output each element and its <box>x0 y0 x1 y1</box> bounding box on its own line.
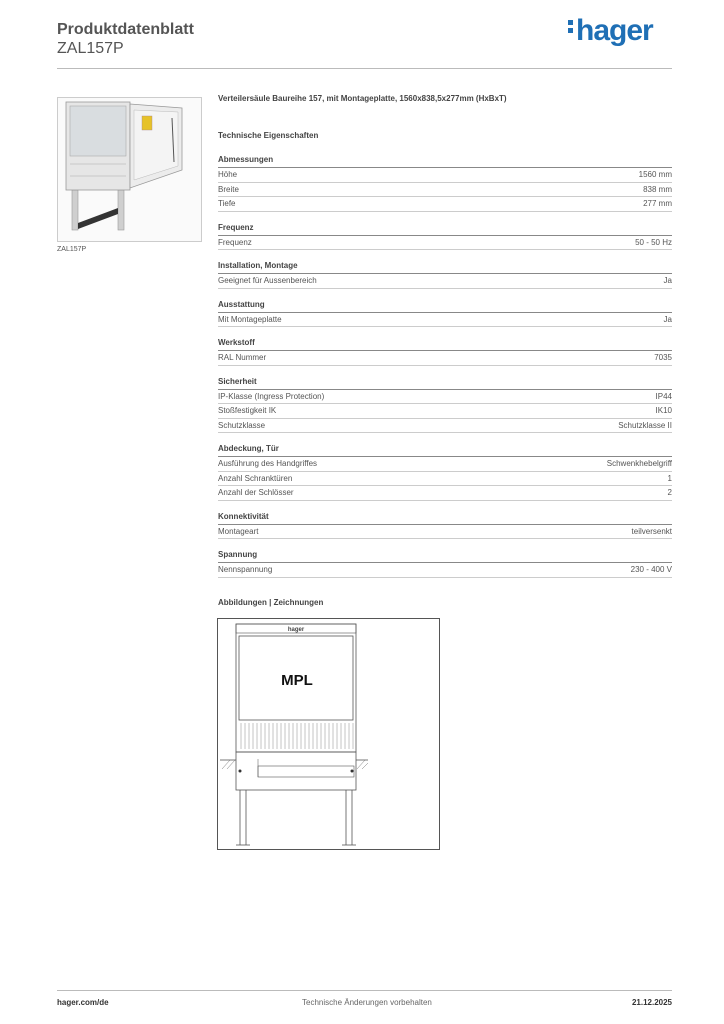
spec-label: RAL Nummer <box>218 353 267 362</box>
drawing-logo-text: hager <box>287 627 305 633</box>
spec-value: teilversenkt <box>631 526 672 536</box>
spec-label: Breite <box>218 184 239 194</box>
spec-group-title: Sicherheit <box>218 377 672 390</box>
spec-row <box>218 236 672 251</box>
spec-label: Höhe <box>218 170 238 179</box>
spec-value: Schwenkhebelgriff <box>606 459 672 468</box>
product-code: ZAL157P <box>57 40 124 57</box>
logo-dots-icon <box>568 17 574 36</box>
spec-group-title: Frequenz <box>218 223 672 236</box>
spec-column <box>218 94 672 607</box>
spec-value: IK10 <box>655 406 672 415</box>
cabinet-photo-icon <box>58 98 201 241</box>
product-description: Verteilersäule Baureihe 157, mit Montageplatte, 1560x838,5x277mm (HxBxT) <box>218 94 507 103</box>
spec-group <box>218 377 672 434</box>
footer-website[interactable]: hager.com/de <box>57 998 109 1007</box>
spec-row <box>218 351 672 366</box>
spec-label: IP-Klasse (Ingress Protection) <box>218 391 325 401</box>
logo-text: hager <box>576 14 653 47</box>
spec-group <box>218 550 672 578</box>
spec-groups <box>218 155 672 578</box>
spec-group-title: Abdeckung, Tür <box>218 444 672 457</box>
spec-value: 277 mm <box>643 199 672 208</box>
spec-group-title: Ausstattung <box>218 300 672 313</box>
spec-value: 1560 mm <box>638 170 672 179</box>
spec-row <box>218 486 672 501</box>
spec-group-title: Installation, Montage <box>218 261 672 274</box>
spec-row <box>218 563 672 578</box>
spec-label: Tiefe <box>218 199 236 208</box>
technical-drawing <box>217 618 440 850</box>
spec-row <box>218 274 672 289</box>
spec-group-title: Werkstoff <box>218 338 672 351</box>
hager-logo <box>568 14 653 48</box>
spec-group-title: Abmessungen <box>218 155 672 168</box>
footer-note: Technische Änderungen vorbehalten <box>302 998 432 1007</box>
spec-label: Schutzklasse <box>218 420 266 430</box>
photo-caption: ZAL157P <box>57 246 87 253</box>
spec-label: Stoßfestigkeit IK <box>218 406 277 415</box>
spec-label: Mit Montageplatte <box>218 314 282 324</box>
spec-row <box>218 525 672 540</box>
spec-label: Anzahl Schranktüren <box>218 473 293 483</box>
spec-value: 230 - 400 V <box>630 565 672 574</box>
spec-row <box>218 390 672 405</box>
footer-date: 21.12.2025 <box>631 998 672 1007</box>
spec-row <box>218 197 672 212</box>
spec-value: 7035 <box>654 353 672 362</box>
spec-value: Schutzklasse II <box>618 420 672 430</box>
spec-group-title: Spannung <box>218 550 672 563</box>
header-divider <box>57 68 672 69</box>
spec-label: Anzahl der Schlösser <box>218 488 294 497</box>
spec-value: 838 mm <box>643 184 672 194</box>
section-title: Technische Eigenschaften <box>218 131 319 140</box>
spec-row <box>218 457 672 472</box>
spec-value: 1 <box>667 473 672 483</box>
spec-group <box>218 261 672 289</box>
spec-group <box>218 155 672 212</box>
cabinet-drawing-icon <box>218 619 439 849</box>
spec-label: Geeignet für Aussenbereich <box>218 276 317 285</box>
spec-value: Ja <box>663 276 672 285</box>
spec-group <box>218 300 672 328</box>
spec-value: 50 - 50 Hz <box>635 237 672 247</box>
footer-divider <box>57 990 672 991</box>
spec-value: Ja <box>663 314 672 324</box>
drawings-title: Abbildungen | Zeichnungen <box>218 597 324 607</box>
spec-value: 2 <box>667 488 672 497</box>
spec-group <box>218 223 672 251</box>
spec-row <box>218 472 672 487</box>
spec-row <box>218 313 672 328</box>
spec-group <box>218 444 672 501</box>
spec-group <box>218 338 672 366</box>
spec-label: Frequenz <box>218 237 252 247</box>
page-title: Produktdatenblatt <box>57 21 194 38</box>
mpl-label: MPL <box>281 672 313 689</box>
spec-group <box>218 512 672 540</box>
spec-value: IP44 <box>655 391 672 401</box>
spec-label: Montageart <box>218 526 259 536</box>
spec-label: Nennspannung <box>218 565 273 574</box>
spec-group-title: Konnektivität <box>218 512 672 525</box>
spec-row <box>218 168 672 183</box>
spec-row <box>218 419 672 434</box>
spec-row <box>218 404 672 419</box>
product-photo <box>57 97 202 242</box>
spec-label: Ausführung des Handgriffes <box>218 459 318 468</box>
spec-row <box>218 183 672 198</box>
